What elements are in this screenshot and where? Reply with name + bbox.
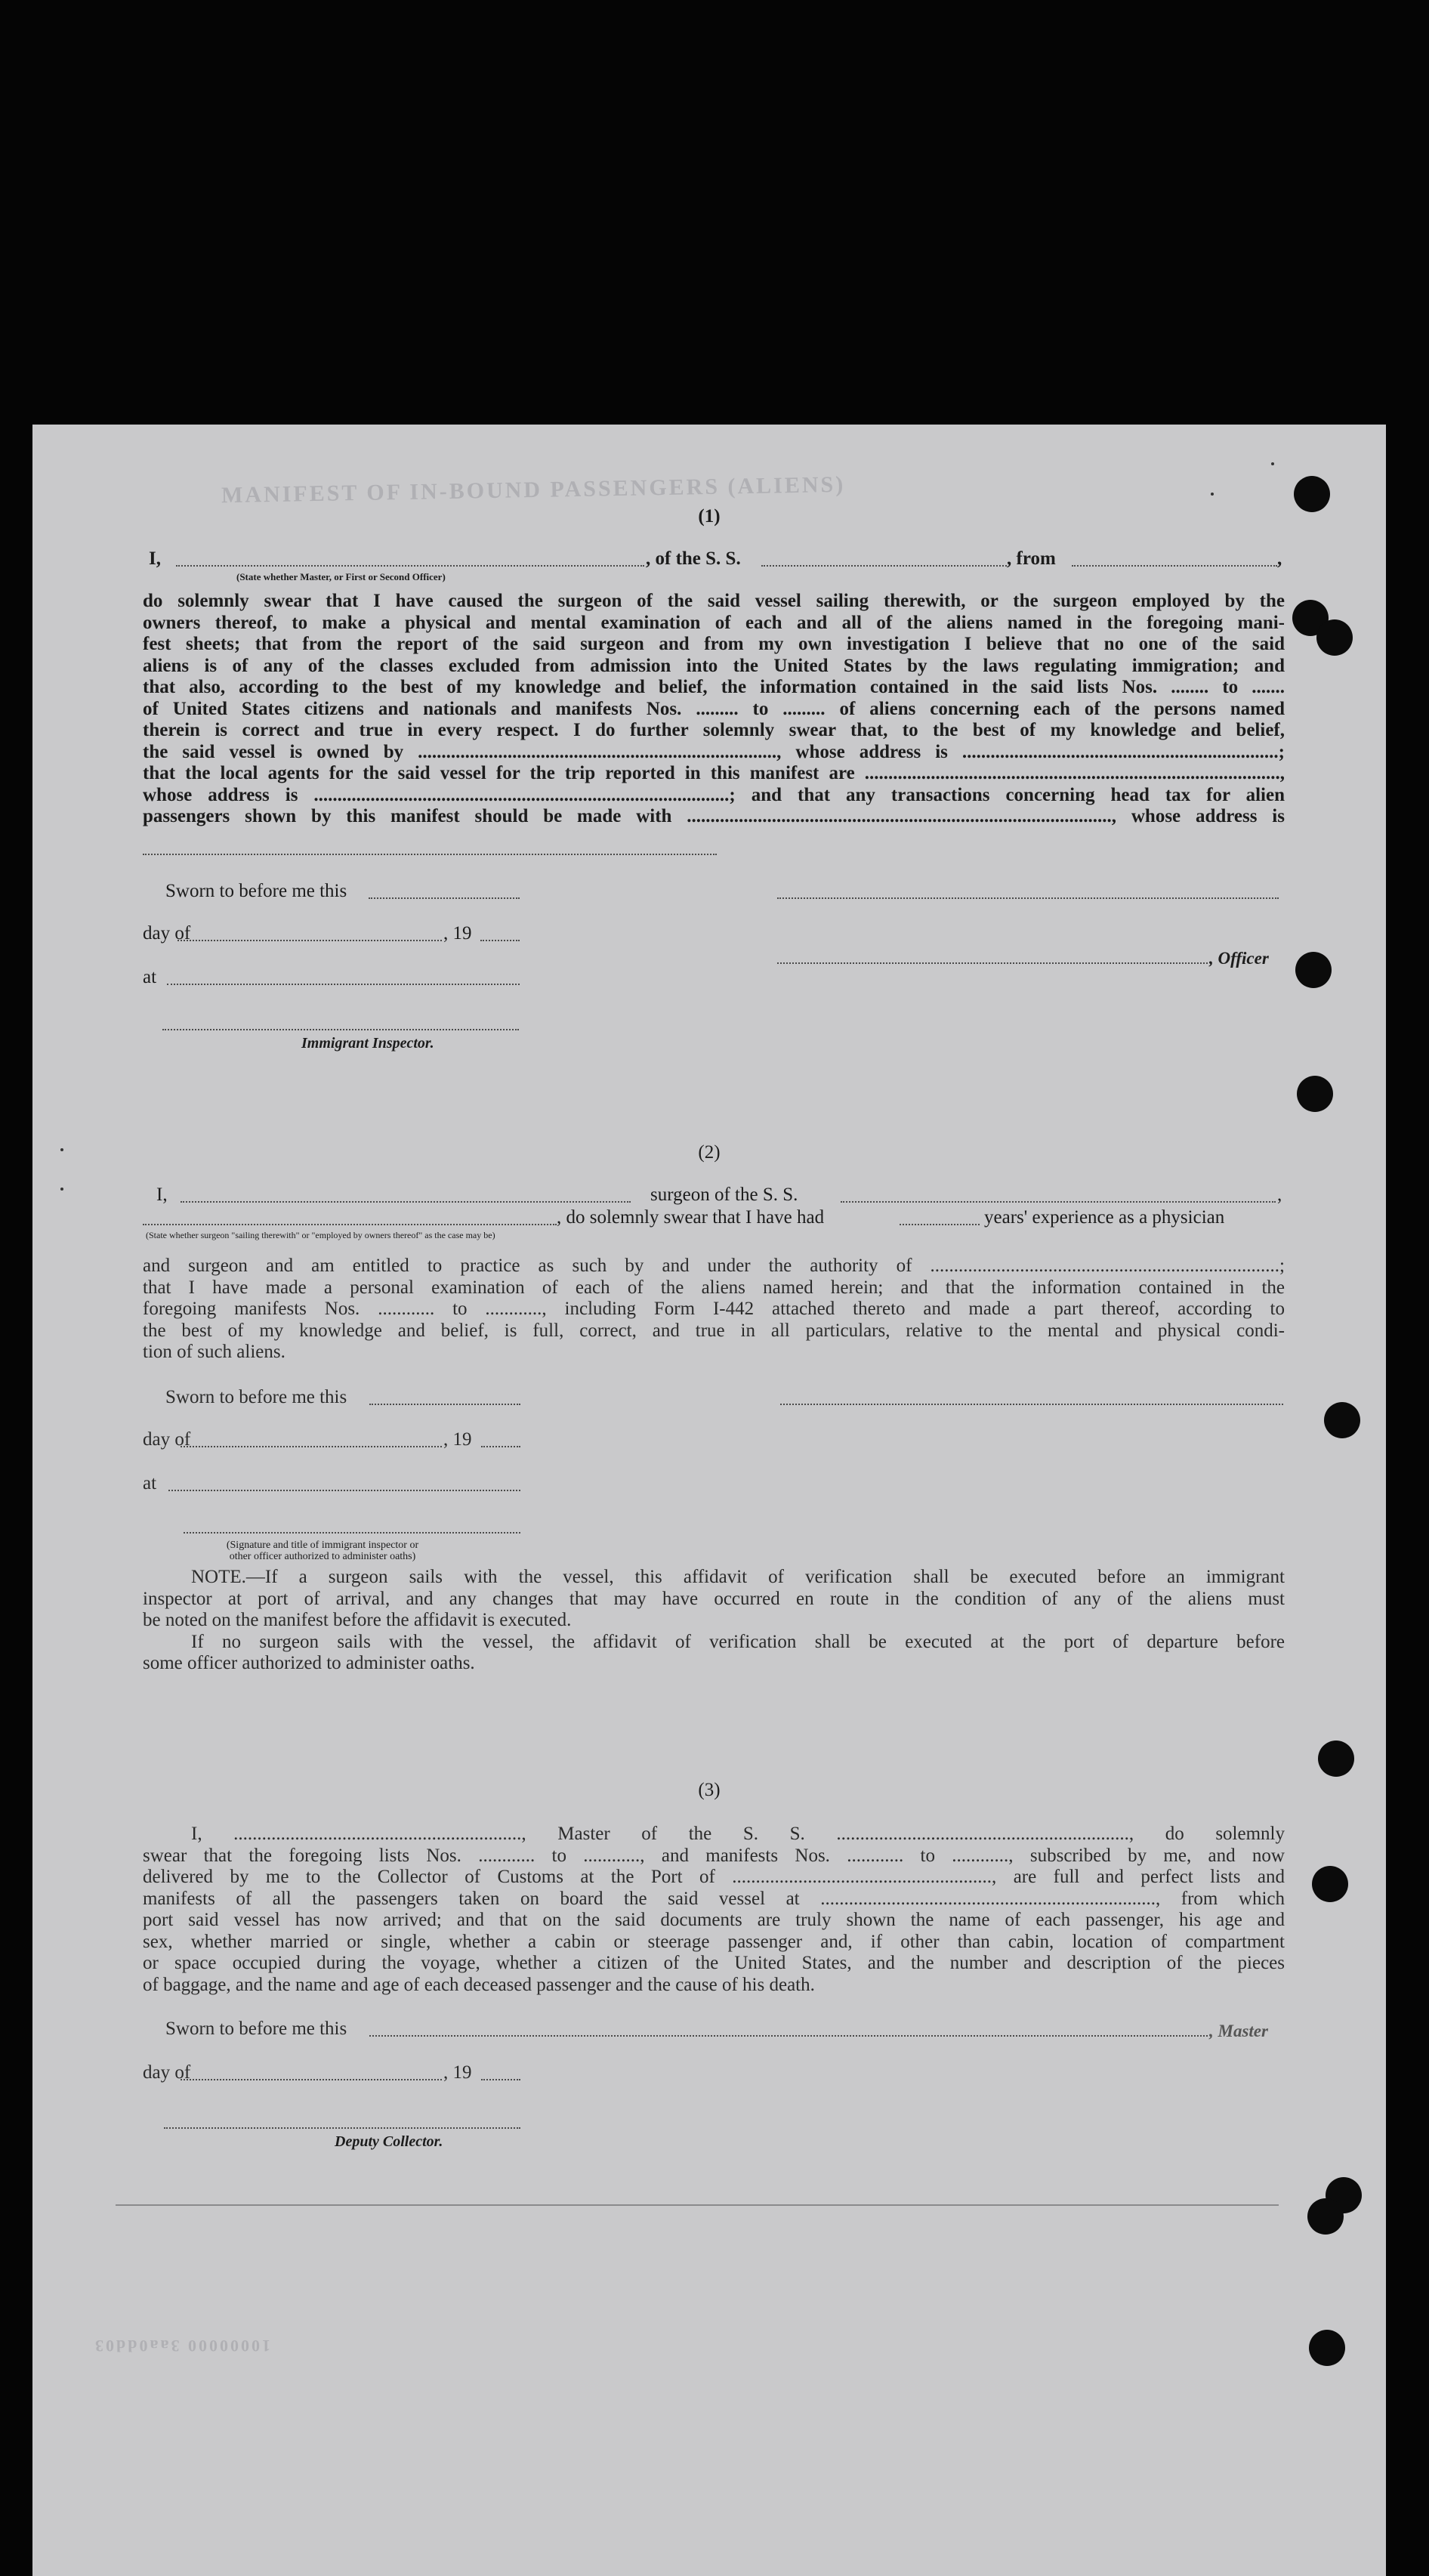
s2-i-label: I, xyxy=(156,1185,168,1205)
s1-inspector-sign-line[interactable] xyxy=(162,1029,519,1030)
section-1-heading: (1) xyxy=(698,506,721,527)
s2-surgeon-name-line[interactable] xyxy=(181,1201,631,1203)
s2-sworn-label: Sworn to before me this xyxy=(165,1387,347,1407)
s2-vessel-line[interactable] xyxy=(841,1201,1276,1203)
s2-year-label: , 19 xyxy=(443,1429,472,1450)
s2-status-caption: (State whether surgeon "sailing therewith" or "employed by owners thereof" as the case may be) xyxy=(146,1230,495,1240)
s3-year-line[interactable] xyxy=(481,2079,520,2080)
s1-day-of-label: day of xyxy=(143,923,191,944)
punch-hole xyxy=(1324,1402,1360,1438)
bottom-rule xyxy=(116,2204,1279,2206)
bleed-through-header: MANIFEST OF IN-BOUND PASSENGERS (ALIENS) xyxy=(221,471,846,508)
punch-hole xyxy=(1297,1076,1333,1112)
s1-signature-line[interactable] xyxy=(777,897,1279,899)
s3-sworn-label: Sworn to before me this xyxy=(165,2018,347,2039)
s3-year-label: , 19 xyxy=(443,2062,472,2083)
s2-signature-line[interactable] xyxy=(780,1404,1283,1405)
s2-day-of-label: day of xyxy=(143,1429,191,1450)
s2-sworn-day-line[interactable] xyxy=(369,1404,520,1405)
s2-surgeon-of-label: surgeon of the S. S. xyxy=(650,1185,798,1205)
punch-hole xyxy=(1295,952,1332,988)
s1-year-line[interactable] xyxy=(480,940,520,941)
speck xyxy=(60,1188,63,1191)
s2-signature-caption: (Signature and title of immigrant inspector or other officer authorized to administer oaths) xyxy=(226,1540,419,1562)
s1-rank-caption: (State whether Master, or First or Second Officer) xyxy=(236,571,446,582)
s3-day-of-label: day of xyxy=(143,2062,191,2083)
s1-sworn-day-line[interactable] xyxy=(369,897,520,899)
speck xyxy=(1211,493,1214,496)
s2-inspector-sign-line[interactable] xyxy=(184,1532,520,1534)
s2-years-line[interactable] xyxy=(900,1224,980,1225)
s1-of-ss-label: , of the S. S. xyxy=(646,548,741,569)
s1-inspector-label: Immigrant Inspector. xyxy=(301,1035,434,1052)
s1-at-label: at xyxy=(143,967,157,987)
s1-sworn-label: Sworn to before me this xyxy=(165,881,347,901)
s2-comma: , xyxy=(1277,1185,1282,1205)
s1-comma: , xyxy=(1277,548,1282,569)
s3-master-signature-line[interactable] xyxy=(369,2035,1208,2037)
s3-oath-text: I, ............................................................., Master of the S. S. .............................................................., do solemnly swear that the foregoing lists Nos. ............ to ............, and manifests Nos. ............ to ............, subscribed by me, and now delivered by me to the Collector of Customs at the Port of ......................................................., are full and perfect lists and manifests of all the passengers taken on board the said vessel at ......................................................................., from which port said vessel has now arrived; and that on the said documents are truly shown the name of each passenger, his age and sex, whether married or single, whether a cabin or steerage passenger and, if other than cabin, location of compartment or space occupied during the voyage, whether a citizen of the United States, and the number and description of the pieces of baggage, and the name and age of each deceased passenger and the cause of his death. xyxy=(143,1824,1285,1995)
punch-hole xyxy=(1307,2198,1344,2235)
s2-surgeon-status-line[interactable] xyxy=(143,1224,557,1225)
s2-swear-label: , do solemnly swear that I have had xyxy=(557,1207,825,1228)
s2-note-text: NOTE.—If a surgeon sails with the vessel, this affidavit of verification shall be executed before an immigrant inspector at port of arrival, and any changes that may have occurred en route in the condition of any of the aliens must be noted on the manifest before the affidavit is executed. If no surgeon sails with the vessel, the affidavit of verification shall be executed at the port of departure before some officer authorized to administer oaths. xyxy=(143,1567,1285,1673)
s2-month-line[interactable] xyxy=(181,1446,442,1447)
punch-hole xyxy=(1318,1740,1354,1777)
speck xyxy=(1271,462,1274,465)
s1-oath-text: do solemnly swear that I have caused the surgeon of the said vessel sailing therewith, or the surgeon employed by the owners thereof, to make a physical and mental examination of each and all of the aliens named in the foregoing mani- fest sheets; that from the report of the said surgeon and from my own investigation I believe that no one of the said aliens is of any of the classes excluded from admission into the United States by the laws regulating immigration; and that also, according to the best of my knowledge and belief, the information contained in the said lists Nos. ........ to ....... of United States citizens and nationals and manifests Nos. ......... to ......... of aliens concerning each of the persons named therein is correct and true in every respect. I do further solemnly swear that, to the best of my knowledge and belief, the said vessel is owned by ............................................................................, whose address is ...................................................................; that the local agents for the said vessel for the trip reported in this manifest are ........................................................................................, whose address is ........................................................................................; and that any transactions concerning head tax for alien passengers shown by this manifest should be made with .........................................................................................., whose address is xyxy=(143,591,1285,826)
s1-year-label: , 19 xyxy=(443,923,472,944)
s1-vessel-line[interactable] xyxy=(761,565,1007,567)
punch-hole xyxy=(1312,1866,1348,1902)
s2-at-label: at xyxy=(143,1473,157,1493)
s2-oath-text: and surgeon and am entitled to practice as such by and under the authority of ..........................................................................; that I have made a personal examination of each of the aliens named herein; and that the information contained in the foregoing manifests Nos. ............ to ............, including Form I-442 attached thereto and made a part thereof, according to the best of my knowledge and belief, is full, correct, and true in all particulars, relative to the mental and physical condi- tion of such aliens. xyxy=(143,1256,1285,1362)
section-2-heading: (2) xyxy=(698,1142,721,1163)
punch-hole xyxy=(1309,2330,1345,2366)
s1-officer-name-line[interactable] xyxy=(176,565,644,567)
s1-month-line[interactable] xyxy=(177,940,442,941)
bleed-through-stamp: 10000000 3aa0dd03 xyxy=(93,2337,270,2355)
s1-agent-address-line[interactable] xyxy=(143,854,717,855)
s1-at-line[interactable] xyxy=(167,984,520,985)
s3-month-line[interactable] xyxy=(181,2079,442,2080)
s3-master-label: , Master xyxy=(1209,2022,1268,2040)
s2-years-label: years' experience as a physician xyxy=(984,1207,1225,1228)
section-3-heading: (3) xyxy=(698,1780,721,1800)
s2-at-line[interactable] xyxy=(168,1490,520,1491)
punch-hole xyxy=(1316,619,1353,656)
s3-collector-label: Deputy Collector. xyxy=(335,2133,443,2150)
s1-from-label: , from xyxy=(1007,548,1056,569)
form-sheet xyxy=(32,425,1386,2576)
s1-from-port-line[interactable] xyxy=(1072,565,1277,567)
s1-officer-label: , Officer xyxy=(1209,949,1269,968)
s1-i-label: I, xyxy=(149,548,161,569)
s3-collector-sign-line[interactable] xyxy=(164,2127,520,2129)
s1-officer-line[interactable] xyxy=(777,962,1208,964)
s2-year-line[interactable] xyxy=(481,1446,520,1447)
